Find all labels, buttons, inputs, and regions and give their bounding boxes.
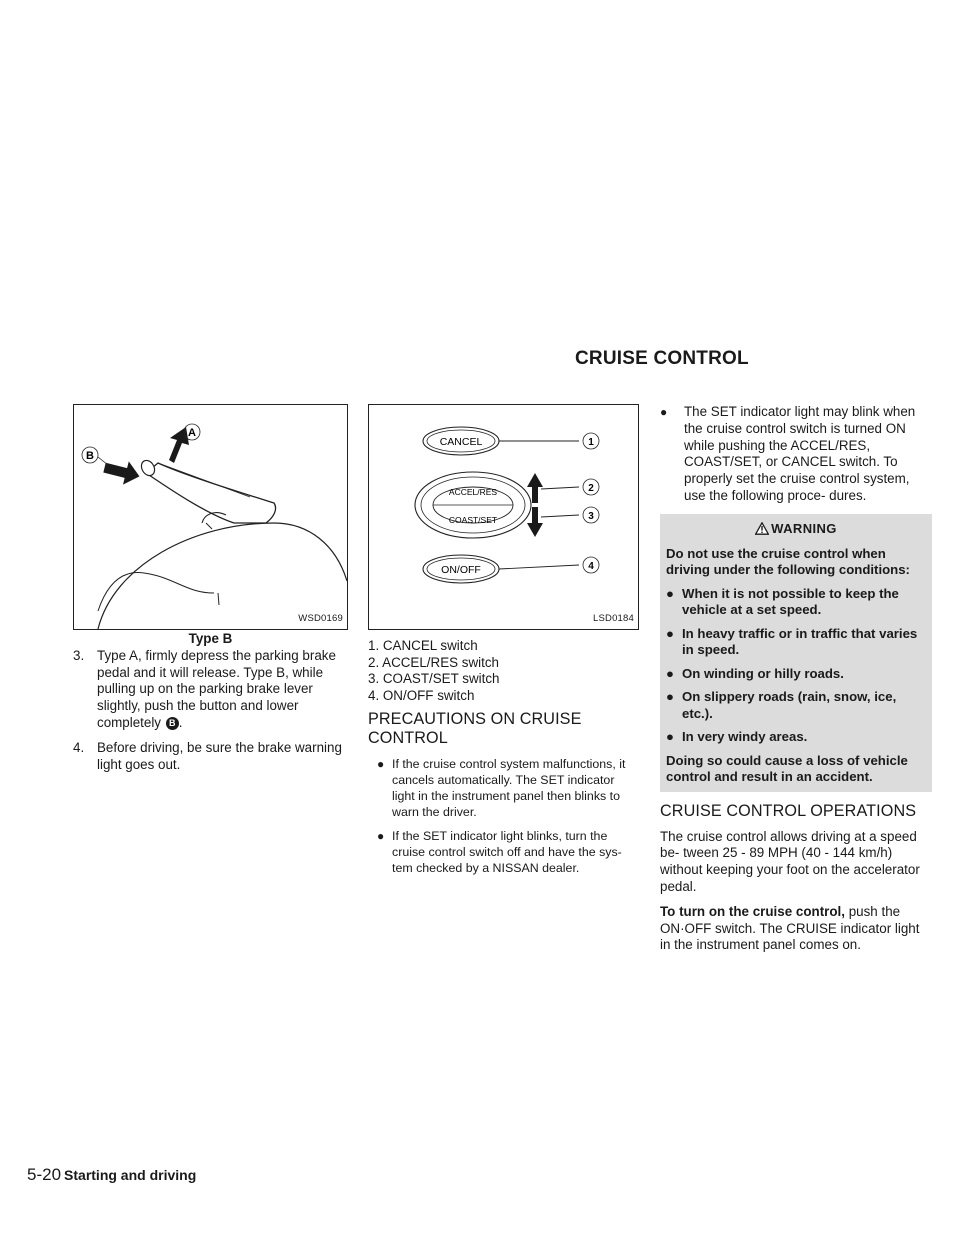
bullet-text: The SET indicator light may blink when the cruise control switch is turned ON while pushing the ACCEL/RES, COAST/SET, or CANCEL switch. To properly set the cruise control system, use the following proce- dures. — [684, 404, 916, 503]
list-item — [666, 586, 926, 619]
list-item — [666, 626, 926, 659]
bullet-text: When it is not possible to keep the vehicle at a set speed. — [682, 585, 899, 618]
step-end: . — [178, 714, 183, 730]
figure-caption: Type B — [188, 631, 233, 646]
figure-parking-brake — [73, 404, 348, 630]
callout-4: 4 — [588, 561, 594, 572]
step-number: 3. — [73, 647, 85, 663]
warning-triangle-icon — [755, 522, 769, 540]
operations-lead-in: To turn on the cruise control, — [660, 903, 845, 919]
bullet-text: In very windy areas. — [682, 729, 808, 745]
page-footer — [27, 1165, 196, 1185]
figure-label-a: A — [188, 427, 196, 439]
figure-code: LSD0184 — [592, 613, 634, 625]
list-item — [368, 756, 639, 820]
bullet-icon: ● — [660, 405, 668, 419]
step-number: 4. — [73, 739, 85, 755]
column-right — [660, 404, 932, 962]
bullet-text: If the cruise control system malfunctions, it cancels automatically. The SET indicator light in the instrument panel then blinks to warn the driver. — [392, 757, 626, 819]
footer-title: Starting and driving — [64, 1167, 197, 1183]
ref-b-badge: B — [166, 717, 179, 730]
operations-rest: push the ON·OFF switch. The CRUISE indicator light in the instrument panel comes on. — [660, 903, 920, 953]
list-item: 4. ON/OFF switch — [368, 687, 475, 703]
list-item: 1. CANCEL switch — [368, 638, 478, 653]
column-middle — [368, 404, 639, 884]
list-item — [666, 729, 926, 746]
bullet-icon: ● — [666, 625, 674, 641]
callout-3: 3 — [588, 511, 594, 522]
bullet-icon: ● — [666, 585, 674, 601]
warning-title-text: WARNING — [771, 520, 837, 536]
list-item: 2. ACCEL/RES switch — [368, 654, 499, 670]
column-left — [73, 404, 348, 781]
bullet-icon: ● — [666, 729, 674, 745]
bullet-text: If the SET indicator light blinks, turn the cruise control switch off and have the sys- tem checked by a NISSAN dealer. — [392, 829, 622, 875]
switch-list — [368, 638, 639, 704]
operations-paragraph-2 — [660, 904, 932, 954]
parking-brake-illustration — [74, 405, 347, 629]
bullet-text: On winding or hilly roads. — [682, 665, 844, 681]
step-text: Type A, firmly depress the parking brake pedal and it will release. Type B, while pulling up on the parking brake lever slightly, push the button and lower completely — [97, 647, 336, 730]
section-title: CRUISE CONTROL — [575, 348, 749, 369]
bullet-text: In heavy traffic or in traffic that varies in speed. — [682, 625, 918, 658]
bullet-icon: ● — [666, 665, 674, 681]
coast-switch-label: COAST/SET — [448, 515, 498, 525]
list-item: 3. COAST/SET switch — [368, 671, 500, 686]
step-text: Before driving, be sure the brake warning light goes out. — [97, 739, 342, 772]
bullet-icon: ● — [377, 829, 385, 843]
list-item — [368, 828, 639, 876]
page-number: 5-20 — [27, 1165, 62, 1184]
bullet-icon: ● — [666, 689, 674, 705]
callout-1: 1 — [588, 437, 594, 448]
bullet-text: On slippery roads (rain, snow, ice, etc.). — [682, 689, 897, 721]
warning-intro: Do not use the cruise control when driving under the following conditions: — [666, 545, 910, 578]
cruise-switch-diagram — [369, 405, 638, 629]
figure-label-b: B — [86, 450, 94, 462]
operations-heading: CRUISE CONTROL OPERATIONS — [660, 801, 917, 820]
bullet-icon: ● — [377, 757, 385, 771]
callout-2: 2 — [588, 483, 594, 494]
precautions-heading: PRECAUTIONS ON CRUISE CONTROL — [368, 710, 582, 747]
cancel-switch-label: CANCEL — [439, 436, 483, 448]
list-item — [660, 404, 932, 505]
list-item — [666, 666, 926, 683]
figure-code: WSD0169 — [298, 613, 343, 625]
onoff-switch-label: ON/OFF — [441, 564, 481, 576]
warning-box — [660, 514, 932, 792]
step-3 — [73, 648, 348, 732]
accel-switch-label: ACCEL/RES — [448, 487, 498, 497]
step-4 — [73, 740, 348, 774]
warning-outro: Doing so could cause a loss of vehicle control and result in an accident. — [666, 752, 908, 785]
figure-cruise-switches — [368, 404, 639, 630]
operations-paragraph-1: The cruise control allows driving at a speed be- tween 25 - 89 MPH (40 - 144 km/h) without keeping your foot on the accelerator pedal. — [660, 828, 920, 894]
list-item — [666, 689, 926, 722]
warning-title — [666, 521, 926, 540]
